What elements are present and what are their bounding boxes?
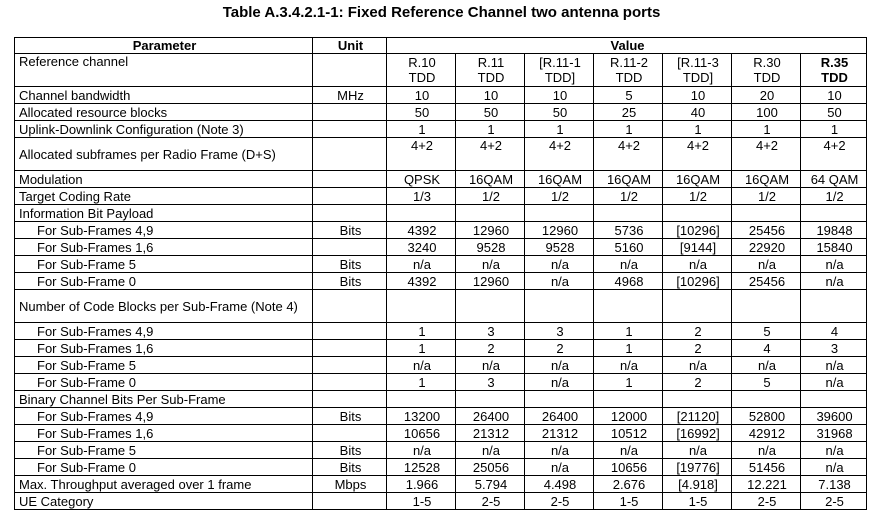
table-row <box>15 323 867 340</box>
parameter-cell: Reference channel <box>15 54 313 87</box>
channel-name: [R.11-1 <box>539 55 581 70</box>
value-cell: n/a <box>732 357 801 374</box>
value-cell: 40 <box>663 104 732 121</box>
value-cell: 4968 <box>594 273 663 290</box>
value-cell: 1 <box>387 374 456 391</box>
value-cell: 4+2 <box>387 138 456 171</box>
value-cell: n/a <box>456 357 525 374</box>
value-cell: 25056 <box>456 459 525 476</box>
value-cell: 3 <box>801 340 867 357</box>
value-cell: n/a <box>525 357 594 374</box>
value-cell: 1 <box>456 121 525 138</box>
reference-channel-cell <box>663 54 732 87</box>
value-cell: 4+2 <box>663 138 732 171</box>
value-cell: 1/2 <box>732 188 801 205</box>
value-cell: n/a <box>456 256 525 273</box>
value-cell <box>387 205 456 222</box>
value-cell: 1/2 <box>801 188 867 205</box>
channel-name: R.35 <box>820 55 849 70</box>
value-cell <box>594 391 663 408</box>
channel-name: [R.11-3 <box>677 55 719 70</box>
value-cell <box>801 391 867 408</box>
value-cell <box>594 205 663 222</box>
unit-cell <box>313 205 387 222</box>
value-cell: 1.966 <box>387 476 456 493</box>
value-cell: 10656 <box>387 425 456 442</box>
value-cell: [16992] <box>663 425 732 442</box>
reference-channel-cell <box>732 54 801 87</box>
value-cell: 9528 <box>525 239 594 256</box>
channel-duplex: TDD <box>615 70 643 85</box>
table-caption: Table A.3.4.2.1-1: Fixed Reference Channel two antenna ports <box>222 4 661 21</box>
reference-channel-cell <box>801 54 867 87</box>
value-cell: 7.138 <box>801 476 867 493</box>
channel-duplex: TDD <box>477 70 505 85</box>
unit-cell: Bits <box>313 273 387 290</box>
value-cell: [4.918] <box>663 476 732 493</box>
value-cell: n/a <box>525 256 594 273</box>
table-row <box>15 87 867 104</box>
value-cell: 1/3 <box>387 188 456 205</box>
unit-cell <box>313 493 387 510</box>
value-cell: 1/2 <box>525 188 594 205</box>
value-cell: n/a <box>663 357 732 374</box>
value-cell: 1 <box>732 121 801 138</box>
parameter-cell: For Sub-Frames 1,6 <box>15 425 313 442</box>
value-cell: 16QAM <box>525 171 594 188</box>
table-row <box>15 391 867 408</box>
value-cell: 5160 <box>594 239 663 256</box>
value-cell: 12528 <box>387 459 456 476</box>
unit-cell <box>313 340 387 357</box>
value-cell: 16QAM <box>456 171 525 188</box>
value-cell: 5 <box>732 323 801 340</box>
value-cell: 16QAM <box>663 171 732 188</box>
table-row <box>15 273 867 290</box>
value-cell: 1 <box>663 121 732 138</box>
value-cell: 4392 <box>387 222 456 239</box>
value-cell: 10656 <box>594 459 663 476</box>
unit-cell <box>313 290 387 323</box>
value-cell: 10 <box>525 87 594 104</box>
parameter-cell: For Sub-Frame 5 <box>15 442 313 459</box>
header-value: Value <box>387 38 867 54</box>
value-cell: 19848 <box>801 222 867 239</box>
unit-cell <box>313 121 387 138</box>
unit-cell <box>313 171 387 188</box>
unit-cell <box>313 374 387 391</box>
unit-cell <box>313 239 387 256</box>
table-row <box>15 138 867 171</box>
unit-cell: Mbps <box>313 476 387 493</box>
parameter-cell: For Sub-Frame 0 <box>15 273 313 290</box>
value-cell: n/a <box>594 256 663 273</box>
value-cell: 4+2 <box>732 138 801 171</box>
value-cell: 10 <box>387 87 456 104</box>
reference-channel-cell <box>594 54 663 87</box>
parameter-cell: Binary Channel Bits Per Sub-Frame <box>15 391 313 408</box>
value-cell <box>387 290 456 323</box>
value-cell: [19776] <box>663 459 732 476</box>
value-cell: 25456 <box>732 222 801 239</box>
value-cell: 39600 <box>801 408 867 425</box>
unit-cell: Bits <box>313 408 387 425</box>
value-cell: 21312 <box>456 425 525 442</box>
value-cell: 2 <box>663 374 732 391</box>
channel-name: R.30 <box>753 55 781 70</box>
table-row <box>15 408 867 425</box>
table-row <box>15 425 867 442</box>
parameter-cell: Information Bit Payload <box>15 205 313 222</box>
value-cell: [21120] <box>663 408 732 425</box>
channel-duplex: TDD <box>408 70 436 85</box>
value-cell: 3240 <box>387 239 456 256</box>
value-cell: [9144] <box>663 239 732 256</box>
table-row <box>15 188 867 205</box>
value-cell: 1-5 <box>594 493 663 510</box>
parameter-cell: For Sub-Frames 4,9 <box>15 222 313 239</box>
channel-name: R.11-2 <box>609 55 649 70</box>
value-cell: 4392 <box>387 273 456 290</box>
value-cell: 4+2 <box>801 138 867 171</box>
value-cell: 21312 <box>525 425 594 442</box>
value-cell: 1 <box>801 121 867 138</box>
value-cell: 100 <box>732 104 801 121</box>
value-cell: n/a <box>801 459 867 476</box>
value-cell: 2 <box>663 340 732 357</box>
value-cell: n/a <box>801 256 867 273</box>
unit-cell: Bits <box>313 256 387 273</box>
table-row <box>15 205 867 222</box>
value-cell: n/a <box>594 357 663 374</box>
value-cell: 10 <box>801 87 867 104</box>
unit-cell <box>313 357 387 374</box>
channel-duplex: TDD] <box>544 70 576 85</box>
value-cell <box>525 205 594 222</box>
value-cell: 1 <box>594 121 663 138</box>
unit-cell <box>313 391 387 408</box>
value-cell: n/a <box>456 442 525 459</box>
header-row <box>15 38 867 54</box>
unit-cell <box>313 138 387 171</box>
value-cell: 12960 <box>525 222 594 239</box>
value-cell: 12960 <box>456 273 525 290</box>
value-cell: 51456 <box>732 459 801 476</box>
value-cell: 5736 <box>594 222 663 239</box>
value-cell: n/a <box>387 256 456 273</box>
value-cell: 3 <box>525 323 594 340</box>
value-cell: n/a <box>387 442 456 459</box>
value-cell: n/a <box>801 374 867 391</box>
value-cell: n/a <box>663 442 732 459</box>
parameter-cell: For Sub-Frames 4,9 <box>15 323 313 340</box>
channel-duplex: TDD] <box>682 70 714 85</box>
table-body <box>15 54 867 510</box>
table-row <box>15 442 867 459</box>
unit-cell: Bits <box>313 442 387 459</box>
parameter-cell: Target Coding Rate <box>15 188 313 205</box>
value-cell: 2 <box>525 340 594 357</box>
value-cell <box>456 290 525 323</box>
value-cell: 5 <box>732 374 801 391</box>
reference-channel-cell <box>456 54 525 87</box>
value-cell: 22920 <box>732 239 801 256</box>
unit-cell: MHz <box>313 87 387 104</box>
parameter-cell: For Sub-Frames 1,6 <box>15 340 313 357</box>
value-cell: n/a <box>525 442 594 459</box>
table-row <box>15 239 867 256</box>
value-cell: 1 <box>387 121 456 138</box>
value-cell: 12.221 <box>732 476 801 493</box>
value-cell: QPSK <box>387 171 456 188</box>
value-cell: 50 <box>525 104 594 121</box>
value-cell: n/a <box>525 459 594 476</box>
unit-cell: Bits <box>313 222 387 239</box>
value-cell <box>387 391 456 408</box>
header-parameter: Parameter <box>15 38 313 54</box>
value-cell: 1/2 <box>594 188 663 205</box>
value-cell: n/a <box>387 357 456 374</box>
value-cell: 3 <box>456 323 525 340</box>
value-cell: 16QAM <box>732 171 801 188</box>
value-cell: n/a <box>732 442 801 459</box>
value-cell: 12960 <box>456 222 525 239</box>
channel-duplex: TDD <box>753 70 781 85</box>
value-cell: 10 <box>663 87 732 104</box>
value-cell: 10512 <box>594 425 663 442</box>
value-cell: n/a <box>594 442 663 459</box>
value-cell <box>801 205 867 222</box>
value-cell: 1 <box>387 340 456 357</box>
value-cell: 1 <box>594 340 663 357</box>
value-cell: n/a <box>525 273 594 290</box>
value-cell <box>732 391 801 408</box>
value-cell: 50 <box>801 104 867 121</box>
reference-channel-cell <box>387 54 456 87</box>
value-cell <box>801 290 867 323</box>
value-cell: n/a <box>732 256 801 273</box>
value-cell: 25 <box>594 104 663 121</box>
value-cell: 20 <box>732 87 801 104</box>
value-cell: 12000 <box>594 408 663 425</box>
value-cell: 2 <box>456 340 525 357</box>
table-row <box>15 374 867 391</box>
value-cell: n/a <box>801 442 867 459</box>
value-cell: 2.676 <box>594 476 663 493</box>
channel-duplex: TDD <box>821 70 848 85</box>
parameter-cell: For Sub-Frame 5 <box>15 256 313 273</box>
reference-channel-table <box>14 37 867 510</box>
unit-cell <box>313 323 387 340</box>
value-cell: 26400 <box>456 408 525 425</box>
value-cell <box>663 391 732 408</box>
table-row <box>15 476 867 493</box>
value-cell: 2-5 <box>801 493 867 510</box>
table-row <box>15 256 867 273</box>
parameter-cell: For Sub-Frame 5 <box>15 357 313 374</box>
value-cell: [10296] <box>663 222 732 239</box>
value-cell: n/a <box>663 256 732 273</box>
value-cell <box>732 290 801 323</box>
parameter-cell: Max. Throughput averaged over 1 frame <box>15 476 313 493</box>
value-cell: 1 <box>525 121 594 138</box>
value-cell <box>525 290 594 323</box>
unit-cell <box>313 425 387 442</box>
value-cell: 1 <box>594 323 663 340</box>
table-row <box>15 357 867 374</box>
value-cell: 4+2 <box>456 138 525 171</box>
value-cell: 25456 <box>732 273 801 290</box>
value-cell: 16QAM <box>594 171 663 188</box>
value-cell: 1 <box>387 323 456 340</box>
table-row <box>15 290 867 323</box>
value-cell: 1/2 <box>456 188 525 205</box>
value-cell: 1-5 <box>663 493 732 510</box>
value-cell: 10 <box>456 87 525 104</box>
table-row <box>15 171 867 188</box>
value-cell: 26400 <box>525 408 594 425</box>
value-cell: 1/2 <box>663 188 732 205</box>
unit-cell <box>313 54 387 87</box>
value-cell: 3 <box>456 374 525 391</box>
value-cell: 5.794 <box>456 476 525 493</box>
unit-cell <box>313 188 387 205</box>
value-cell <box>525 391 594 408</box>
value-cell <box>663 205 732 222</box>
header-unit: Unit <box>313 38 387 54</box>
value-cell: 52800 <box>732 408 801 425</box>
value-cell <box>456 205 525 222</box>
parameter-cell: Allocated subframes per Radio Frame (D+S) <box>15 138 313 171</box>
unit-cell: Bits <box>313 459 387 476</box>
value-cell: 13200 <box>387 408 456 425</box>
parameter-cell: Modulation <box>15 171 313 188</box>
value-cell: 5 <box>594 87 663 104</box>
value-cell <box>663 290 732 323</box>
table-row <box>15 340 867 357</box>
value-cell: 50 <box>456 104 525 121</box>
value-cell: 4 <box>732 340 801 357</box>
parameter-cell: Allocated resource blocks <box>15 104 313 121</box>
value-cell: 64 QAM <box>801 171 867 188</box>
value-cell: 2-5 <box>732 493 801 510</box>
table-row <box>15 459 867 476</box>
value-cell: 4.498 <box>525 476 594 493</box>
value-cell: 2-5 <box>456 493 525 510</box>
table-row <box>15 104 867 121</box>
parameter-cell: UE Category <box>15 493 313 510</box>
table-row <box>15 222 867 239</box>
value-cell: n/a <box>801 273 867 290</box>
value-cell: 1-5 <box>387 493 456 510</box>
parameter-cell: For Sub-Frames 1,6 <box>15 239 313 256</box>
value-cell: n/a <box>801 357 867 374</box>
value-cell: 4 <box>801 323 867 340</box>
value-cell: 9528 <box>456 239 525 256</box>
channel-name: R.10 <box>408 55 436 70</box>
value-cell <box>732 205 801 222</box>
value-cell <box>594 290 663 323</box>
value-cell: 2 <box>663 323 732 340</box>
value-cell: n/a <box>525 374 594 391</box>
value-cell: 1 <box>594 374 663 391</box>
value-cell: [10296] <box>663 273 732 290</box>
parameter-cell: For Sub-Frame 0 <box>15 459 313 476</box>
value-cell: 42912 <box>732 425 801 442</box>
value-cell: 4+2 <box>594 138 663 171</box>
table-row <box>15 121 867 138</box>
parameter-cell: Number of Code Blocks per Sub-Frame (Note 4) <box>15 290 313 323</box>
table-row <box>15 54 867 87</box>
parameter-cell: For Sub-Frame 0 <box>15 374 313 391</box>
value-cell: 50 <box>387 104 456 121</box>
parameter-cell: For Sub-Frames 4,9 <box>15 408 313 425</box>
table-row <box>15 493 867 510</box>
unit-cell <box>313 104 387 121</box>
reference-channel-cell <box>525 54 594 87</box>
parameter-cell: Uplink-Downlink Configuration (Note 3) <box>15 121 313 138</box>
value-cell: 4+2 <box>525 138 594 171</box>
value-cell: 2-5 <box>525 493 594 510</box>
value-cell: 31968 <box>801 425 867 442</box>
channel-name: R.11 <box>477 55 505 70</box>
value-cell: 15840 <box>801 239 867 256</box>
parameter-cell: Channel bandwidth <box>15 87 313 104</box>
value-cell <box>456 391 525 408</box>
